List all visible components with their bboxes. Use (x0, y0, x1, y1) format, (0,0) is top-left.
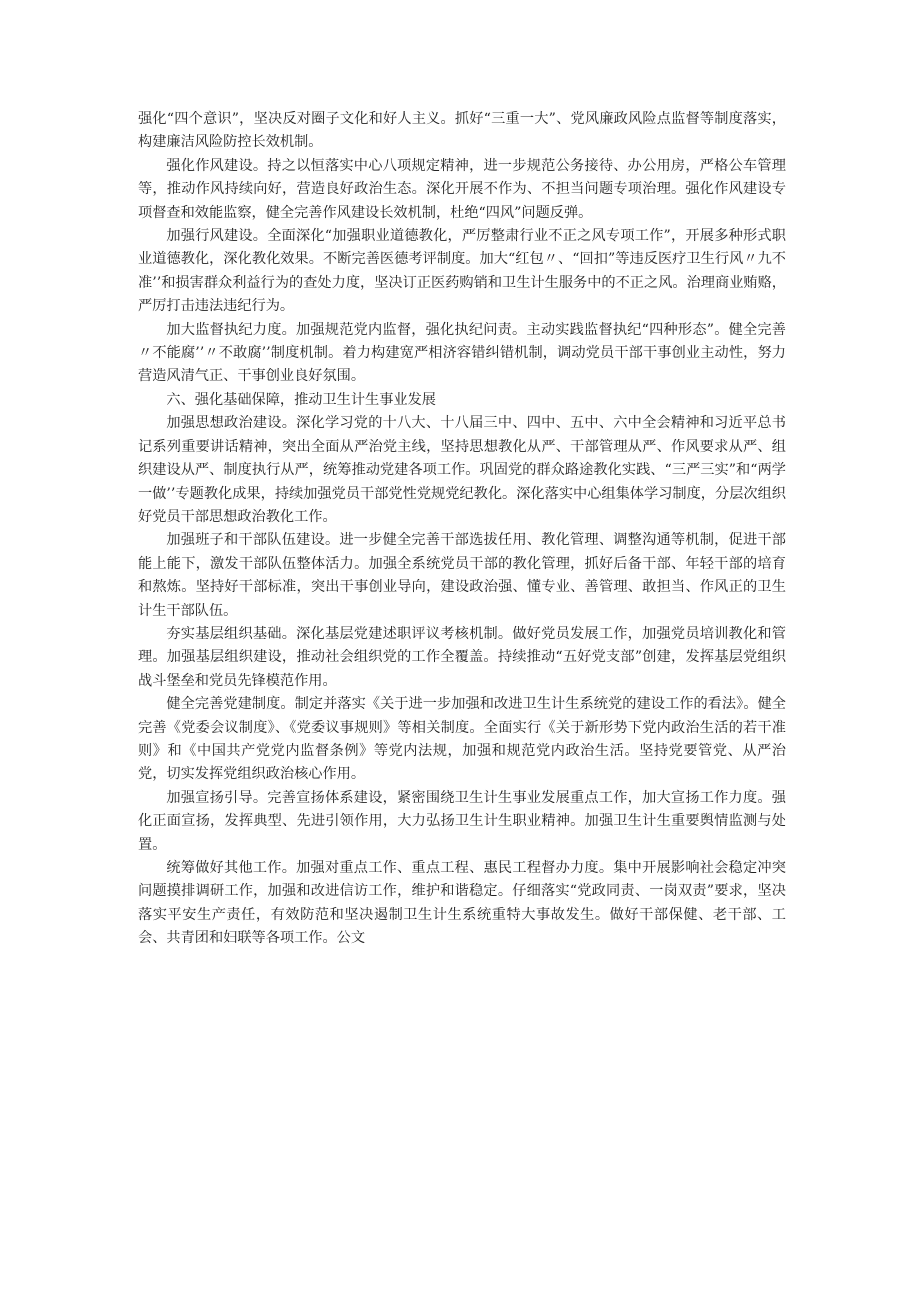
paragraph: 加强思想政治建设。深化学习党的十八大、十八届三中、四中、五中、六中全会精神和习近平总书记系列重要讲话精神，突出全面从严治党主线，坚持思想教化从严、干部管理从严、作风要求从严、组织建设从严、制度执行从严，统筹推动党建各项工作。巩固党的群众路途教化实践、“三严三实”和“两学一做’’专题教化成果，持续加强党员干部党性党规党纪教化。深化落实中心组集体学习制度，分层次组织好党员干部思想政治教化工作。 (138, 415, 786, 525)
paragraph: 夯实基层组织基础。深化基层党建述职评议考核机制。做好党员发展工作，加强党员培训教化和管理。加强基层组织建设，推动社会组织党的工作全覆盖。持续推动“五好党支部”创建，发挥基层党组织战斗堡垒和党员先锋模范作用。 (138, 625, 786, 689)
paragraph: 加强宣扬引导。完善宣扬体系建设，紧密围绕卫生计生事业发展重点工作，加大宣扬工作力度。强化正面宣扬，发挥典型、先进引领作用，大力弘扬卫生计生职业精神。加强卫生计生重要舆情监测与处置。 (138, 789, 786, 853)
paragraph: 强化“四个意识”，坚决反对圈子文化和好人主义。抓好“三重一大”、党风廉政风险点监督等制度落实，构建廉洁风险防控长效机制。 (138, 111, 786, 151)
paragraph: 加大监督执纪力度。加强规范党内监督，强化执纪问责。主动实践监督执纪“四种形态”。健全完善〃不能腐’’〃不敢腐’’制度机制。着力构建宽严相济容错纠错机制，调动党员干部干事创业主动性，努力营造风清气正、干事创业良好氛围。 (138, 321, 786, 385)
paragraph: 加强行风建设。全面深化“加强职业道德教化，严厉整肃行业不正之风专项工作”，开展多种形式职业道德教化，深化教化效果。不断完善医德考评制度。加大“红包〃、“回扣”等违反医疗卫生行风〃九不准’’和损害群众利益行为的查处力度，坚决订正医药购销和卫生计生服务中的不正之风。治理商业贿赂，严厉打击违法违纪行为。 (138, 228, 786, 315)
document-body (138, 108, 786, 951)
paragraph: 健全完善党建制度。制定并落实《关于进一步加强和改进卫生计生系统党的建设工作的看法》。健全完善《党委会议制度》、《党委议事规则》等相关制度。全面实行《关于新形势下党内政治生活的若干准则》和《中国共产党党内监督条例》等党内法规，加强和规范党内政治生活。坚持党要管党、从严治党，切实发挥党组织政治核心作用。 (138, 696, 786, 783)
paragraph: 加强班子和干部队伍建设。进一步健全完善干部选拔任用、教化管理、调整沟通等机制，促进干部能上能下，激发干部队伍整体活力。加强全系统党员干部的教化管理，抓好后备干部、年轻干部的培育和熬炼。坚持好干部标准，突出干事创业导向，建设政治强、懂专业、善管理、敢担当、作风正的卫生计生干部队伍。 (138, 532, 786, 619)
section-heading: 六、强化基础保障，推动卫生计生事业发展 (166, 391, 436, 408)
paragraph: 统筹做好其他工作。加强对重点工作、重点工程、惠民工程督办力度。集中开展影响社会稳定冲突问题摸排调研工作，加强和改进信访工作，维护和谐稳定。仔细落实“党政同责、一岗双责”要求，坚决落实平安生产责任，有效防范和坚决遏制卫生计生系统重特大事故发生。做好干部保健、老干部、工会、共青团和妇联等各项工作。公文 (138, 860, 786, 947)
paragraph: 强化作风建设。持之以恒落实中心八项规定精神，进一步规范公务接待、办公用房，严格公车管理等，推动作风持续向好，营造良好政治生态。深化开展不作为、不担当问题专项治理。强化作风建设专项督查和效能监察，健全完善作风建设长效机制，杜绝“四风”问题反弹。 (138, 157, 786, 221)
